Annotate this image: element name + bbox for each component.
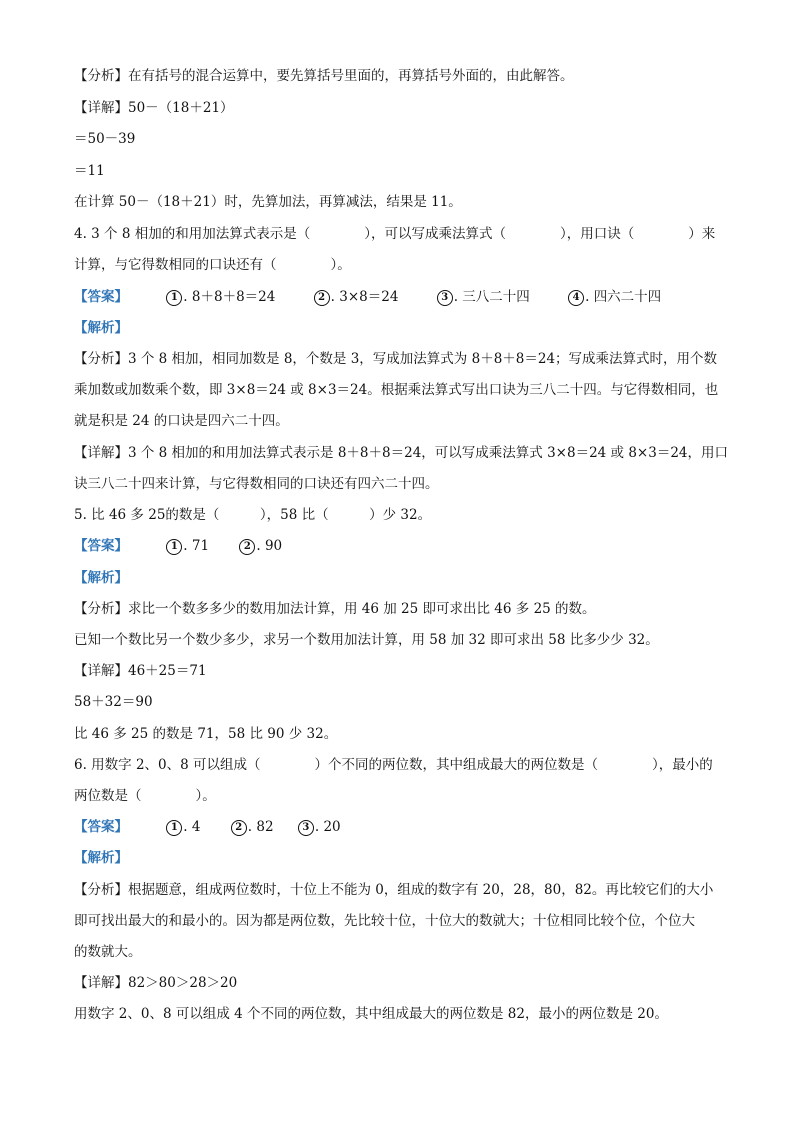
detail-line: 58＋32＝90: [74, 694, 153, 710]
question-4-line-2: 计算，与它得数相同的口诀还有（ ）。: [74, 257, 351, 273]
analysis-line: 的数就大。: [74, 944, 142, 960]
analysis-line: 即可找出最大的和最小的。因为都是两位数，先比较十位，十位大的数就大；十位相同比较个位，个位大: [74, 913, 695, 929]
analysis-line: 乘加数或加数乘个数，即 3×8＝24 或 8×3＝24。根据乘法算式写出口诀为三八二十四。与它得数相同，也: [74, 382, 719, 398]
answer-row: [74, 817, 724, 837]
answer-option: 3 . 20: [298, 817, 341, 837]
detail-line: 【详解】50－（18＋21）: [74, 100, 234, 116]
detail-line: 【详解】46＋25＝71: [74, 663, 207, 679]
analysis-line: 【分析】在有括号的混合运算中，要先算括号里面的，再算括号外面的，由此解答。: [74, 68, 574, 84]
detail-line: ＝50－39: [74, 131, 136, 147]
answer-option: 2 . 82: [231, 817, 274, 837]
detail-line: 在计算 50－（18＋21）时，先算加法，再算减法，结果是 11。: [74, 194, 462, 210]
analysis-label: 【解析】: [74, 320, 128, 336]
answer-option: 4 . 四六二十四: [568, 287, 661, 307]
detail-line: 比 46 多 25 的数是 71，58 比 90 少 32。: [74, 726, 338, 742]
answer-row: [74, 536, 724, 556]
detail-line: 诀三八二十四来计算，与它得数相同的口诀还有四六二十四。: [74, 476, 439, 492]
answer-option: 2 . 90: [239, 536, 282, 556]
question-6-line-1: 6. 用数字 2、0、8 可以组成（ ）个不同的两位数，其中组成最大的两位数是（ ），最小的: [74, 757, 713, 773]
answer-option: 2 . 3×8＝24: [314, 287, 399, 307]
answer-option: 1 . 71: [166, 536, 209, 556]
detail-line: 用数字 2、0、8 可以组成 4 个不同的两位数，其中组成最大的两位数是 82，最小的两位数是 20。: [74, 1006, 668, 1022]
analysis-label: 【解析】: [74, 570, 128, 586]
analysis-line: 就是积是 24 的口诀是四六二十四。: [74, 413, 289, 429]
answer-label: 【答案】: [74, 819, 128, 835]
analysis-line: 已知一个数比另一个数少多少，求另一个数用加法计算，用 58 加 32 即可求出 58 比多少少 32。: [74, 632, 659, 648]
analysis-line: 【分析】3 个 8 相加，相同加数是 8，个数是 3，写成加法算式为 8＋8＋8＝24；写成乘法算式时，用个数: [74, 351, 718, 367]
answer-option: 1 . 4: [166, 817, 200, 837]
question-4-line-1: 4. 3 个 8 相加的和用加法算式表示是（ ），可以写成乘法算式（ ），用口诀（ ）来: [74, 226, 716, 242]
analysis-line: 【分析】根据题意，组成两位数时，十位上不能为 0，组成的数字有 20，28，80，82。再比较它们的大小: [74, 882, 714, 898]
question-5-line: 5. 比 46 多 25的数是（ ），58 比（ ）少 32。: [74, 507, 432, 523]
answer-option: 3 . 三八二十四: [437, 287, 530, 307]
analysis-label: 【解析】: [74, 850, 128, 866]
answer-row: [74, 287, 724, 307]
analysis-line: 【分析】求比一个数多多少的数用加法计算，用 46 加 25 即可求出比 46 多 25 的数。: [74, 601, 596, 617]
answer-option: 1 . 8＋8＋8＝24: [166, 287, 275, 307]
detail-line: 【详解】3 个 8 相加的和用加法算式表示是 8＋8＋8＝24，可以写成乘法算式 3×8＝24 或 8×3＝24，用口: [74, 445, 728, 461]
detail-line: 【详解】82＞80＞28＞20: [74, 975, 238, 991]
answer-label: 【答案】: [74, 289, 128, 305]
answer-label: 【答案】: [74, 538, 128, 554]
detail-line: ＝11: [74, 163, 105, 179]
question-6-line-2: 两位数是（ ）。: [74, 788, 216, 804]
